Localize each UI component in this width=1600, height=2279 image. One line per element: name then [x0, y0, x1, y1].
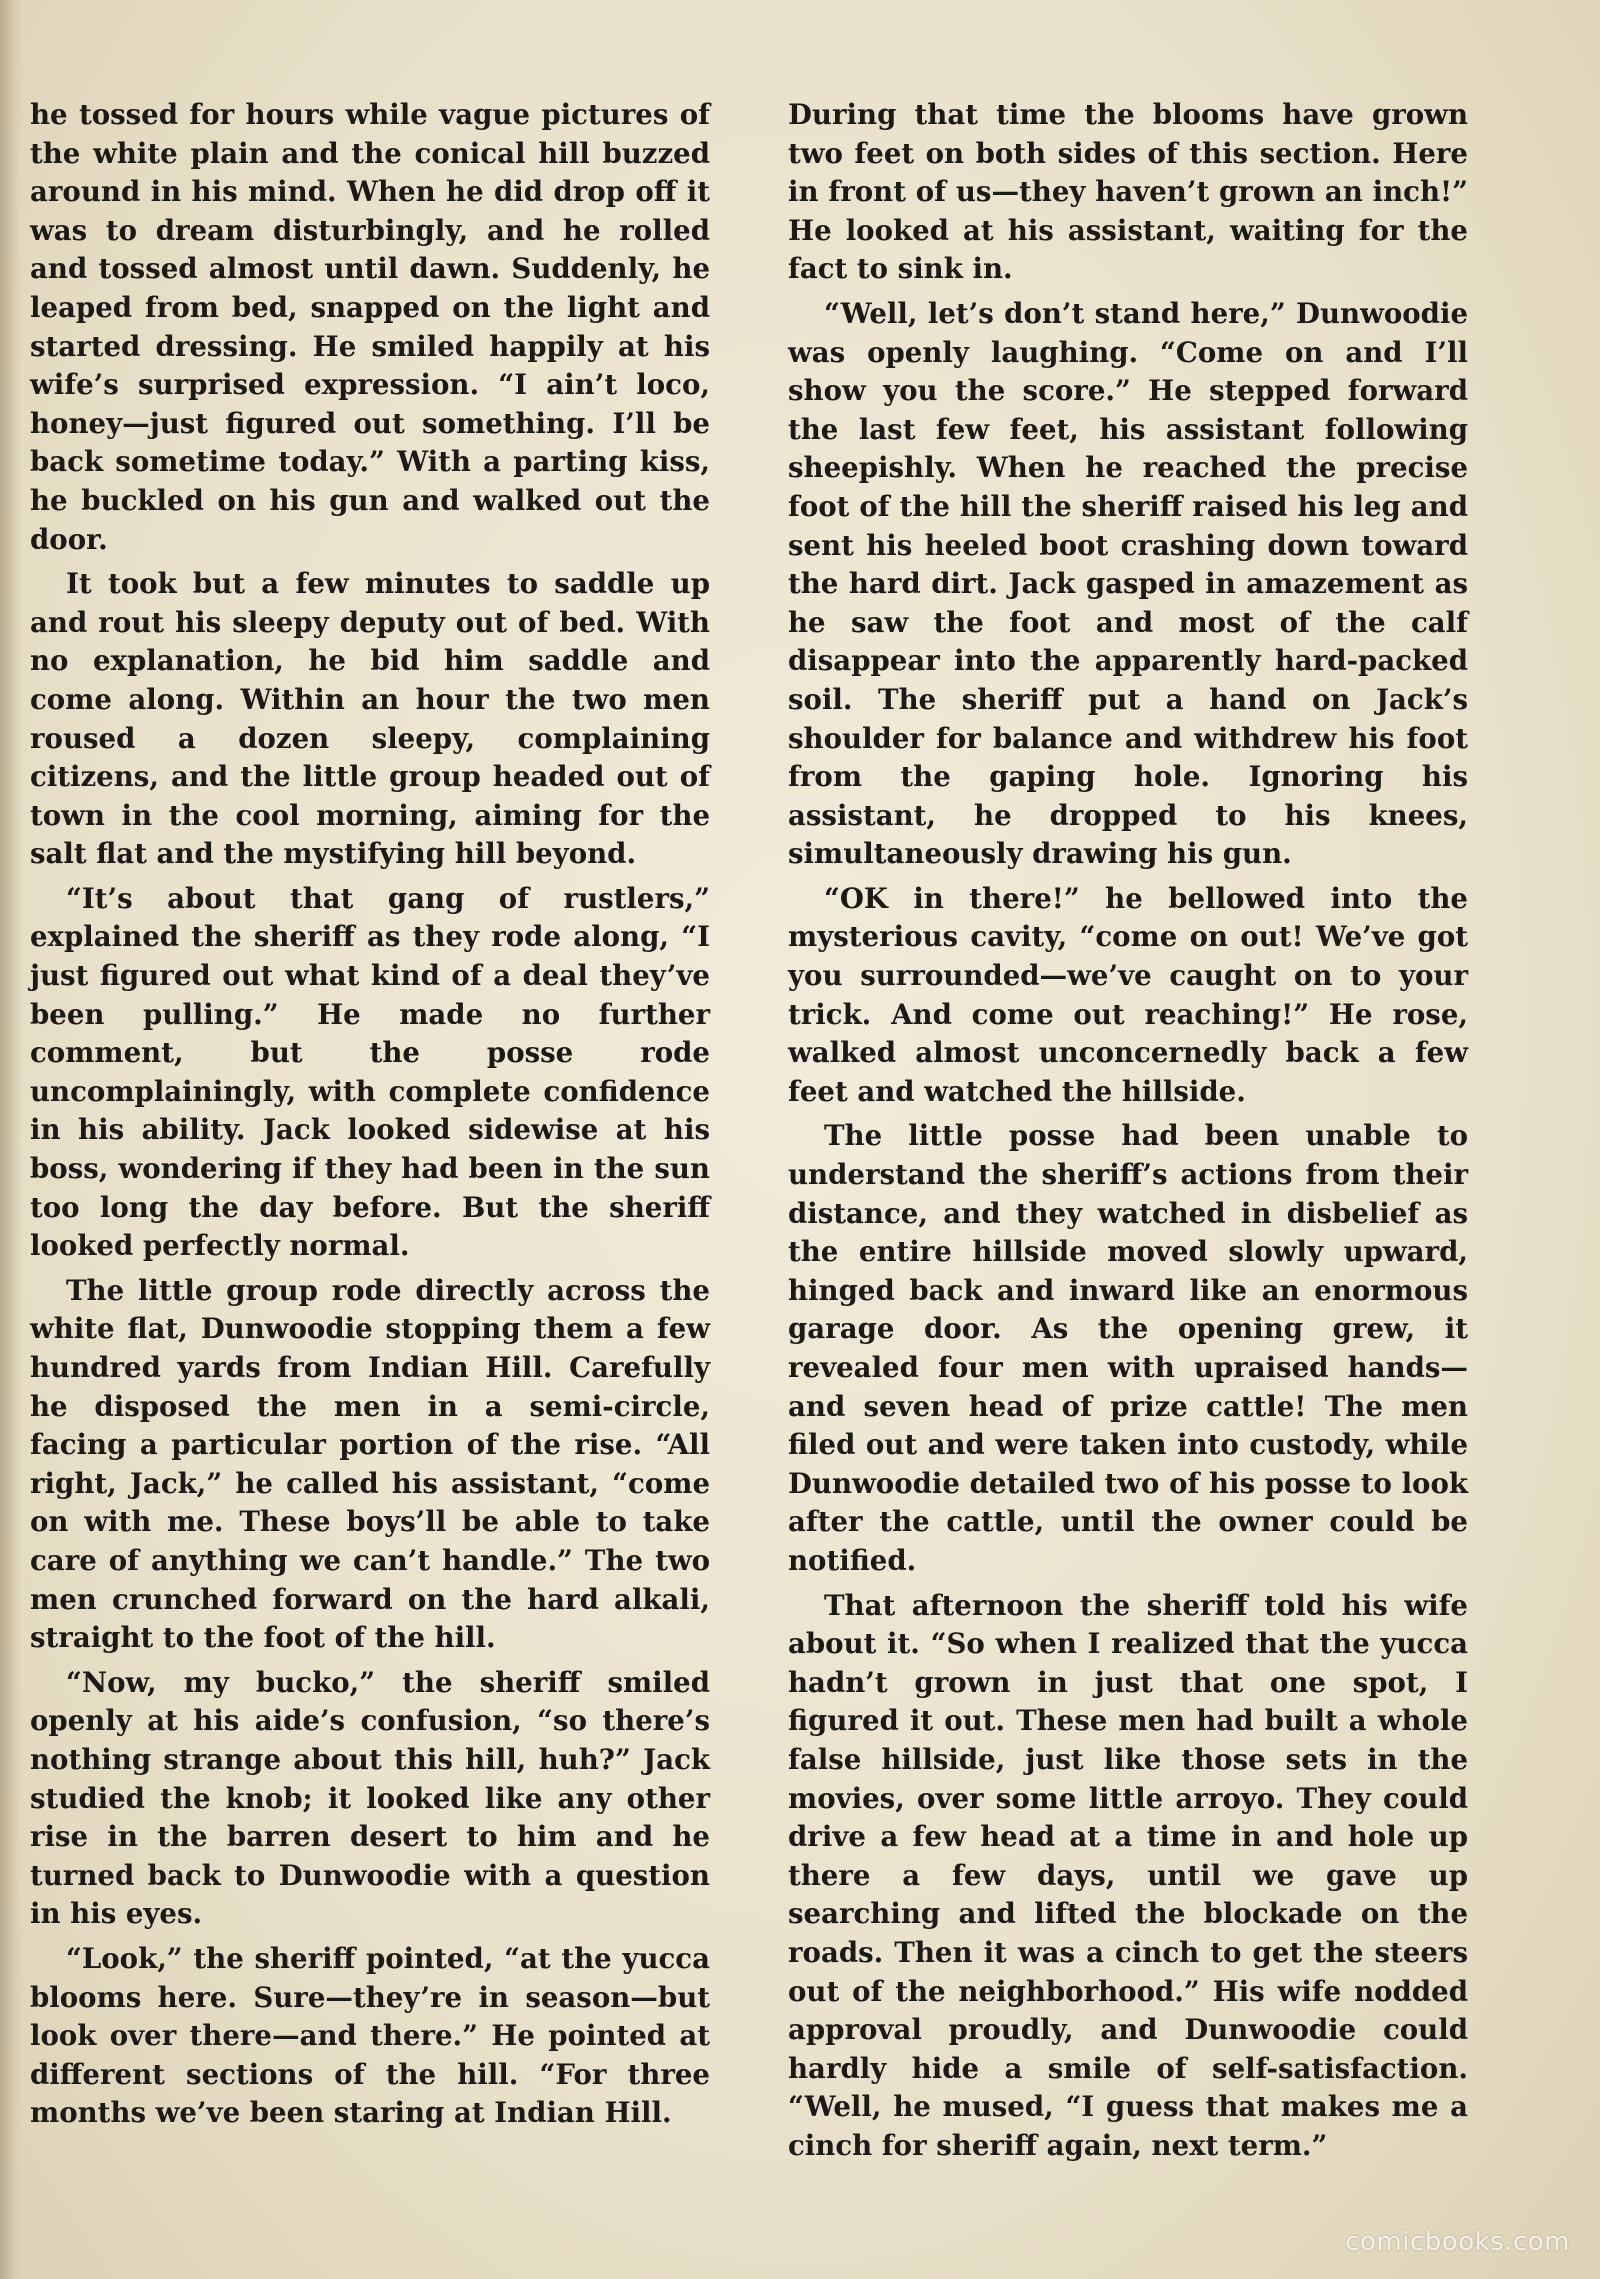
paragraph: “It’s about that gang of rustlers,” explained the sheriff as they rode along, “I just figured out what kind of a deal they’ve been pulling.” He made no further comment, but the posse rode uncomplainingly, with complete confidence in his ability. Jack looked sidewise at his boss, wondering if they had been in the sun too long the day before. But the sheriff looked perfectly normal.	[30, 881, 710, 1263]
paragraph: “OK in there!” he bellowed into the mysterious cavity, “come on out! We’ve got you surrounded—we’ve caught on to your trick. And come out reaching!” He rose, walked almost unconcernedly back a few feet and watched the hillside.	[788, 881, 1468, 1108]
paragraph: “Look,” the sheriff pointed, “at the yucca blooms here. Sure—they’re in season—but look over there—and there.” He pointed at different sections of the hill. “For three months we’ve been staring at Indian Hill.	[30, 1941, 710, 2130]
watermark: comicbooks.com	[1345, 2227, 1570, 2257]
paragraph: It took but a few minutes to saddle up and rout his sleepy deputy out of bed. With no explanation, he bid him saddle and come along. Within an hour the two men roused a dozen sleepy, complaining citizens, and the little group headed out of town in the cool morning, aiming for the salt flat and the mystifying hill beyond.	[30, 567, 710, 871]
paragraph: During that time the blooms have grown two feet on both sides of this section. Here in front of us—they haven’t grown an inch!” He looked at his assistant, waiting for the fact to sink in.	[788, 98, 1468, 286]
page-spine-shadow	[0, 0, 22, 2279]
paragraph: The little posse had been unable to understand the sheriff’s actions from their distance, and they watched in disbelief as the entire hillside moved slowly upward, hinged back and inward like an enormous garage door. As the opening grew, it revealed four men with upraised hands—and seven head of prize cattle! The men filed out and were taken into custody, while Dunwoodie detailed two of his posse to look after the cattle, until the owner could be notified.	[788, 1119, 1468, 1577]
paragraph: “Well, let’s don’t stand here,” Dunwoodie was openly laughing. “Come on and I’ll show you the score.” He stepped forward the last few feet, his assistant following sheepishly. When he reached the precise foot of the hill the sheriff raised his leg and sent his heeled boot crashing down toward the hard dirt. Jack gasped in amazement as he saw the foot and most of the calf disappear into the apparently hard-packed soil. The sheriff put a hand on Jack’s shoulder for balance and withdrew his foot from the gaping hole. Ignoring his assistant, he dropped to his knees, simultaneously drawing his gun.	[788, 296, 1468, 871]
paragraph: That afternoon the sheriff told his wife about it. “So when I realized that the yucca hadn’t grown in just that one spot, I figured it out. These men had built a whole false hillside, just like those sets in the movies, over some little arroyo. They could drive a few head at a time in and hole up there a few days, until we gave up searching and lifted the blockade on the roads. Then it was a cinch to get the steers out of the neighborhood.” His wife nodded approval proudly, and Dunwoodie could hardly hide a smile of self-satisfaction. “Well, he mused, “I guess that makes me a cinch for sheriff again, next term.”	[788, 1588, 1468, 2162]
text-column-right	[788, 96, 1468, 2171]
paragraph: The little group rode directly across the white flat, Dunwoodie stopping them a few hundred yards from Indian Hill. Carefully he disposed the men in a semi-circle, facing a particular portion of the rise. “All right, Jack,” he called his assistant, “come on with me. These boys’ll be able to take care of anything we can’t handle.” The two men crunched forward on the hard alkali, straight to the foot of the hill.	[30, 1273, 710, 1655]
paragraph: “Now, my bucko,” the sheriff smiled openly at his aide’s confusion, “so there’s nothing strange about this hill, huh?” Jack studied the knob; it looked like any other rise in the barren desert to him and he turned back to Dunwoodie with a question in his eyes.	[30, 1665, 710, 1931]
text-column-left	[30, 96, 710, 2139]
paragraph: he tossed for hours while vague pictures of the white plain and the conical hill buzzed around in his mind. When he did drop off it was to dream disturbingly, and he rolled and tossed almost until dawn. Suddenly, he leaped from bed, snapped on the light and started dressing. He smiled happily at his wife’s surprised expression. “I ain’t loco, honey—just figured out something. I’ll be back sometime today.” With a parting kiss, he buckled on his gun and walked out the door.	[30, 98, 710, 556]
